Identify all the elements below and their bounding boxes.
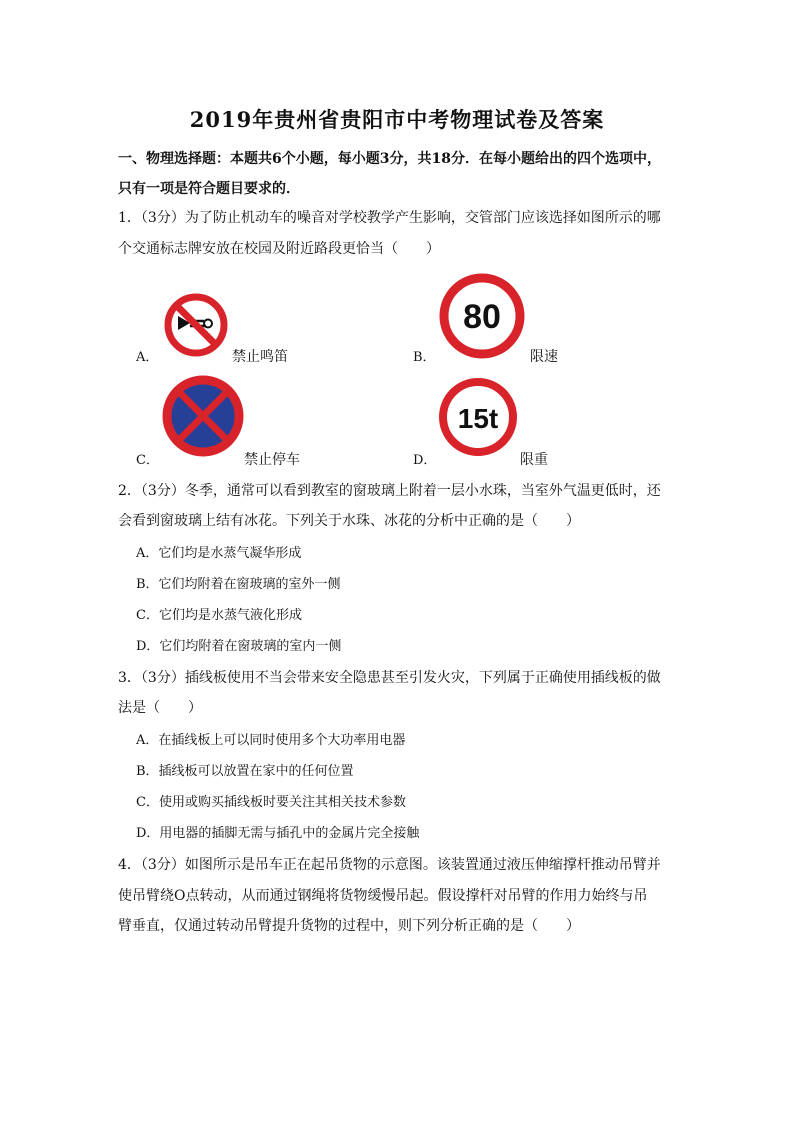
page-title: 2019年贵州省贵阳市中考物理试卷及答案 [189, 107, 605, 132]
q3-option-a: A．在插线板上可以同时使用多个大功率用电器 [136, 733, 406, 748]
q1-option-b-caption: 限速 [530, 349, 558, 365]
q1-option-a-letter: A． [136, 350, 159, 365]
svg-text:80: 80 [463, 298, 501, 336]
q2-option-c: C．它们均是水蒸气液化形成 [136, 608, 302, 623]
q2-option-a: A．它们均是水蒸气凝华形成 [136, 546, 302, 561]
svg-text:15t: 15t [457, 403, 499, 434]
q1-option-d-letter: D． [413, 453, 437, 468]
weight-limit-sign-icon [437, 376, 519, 458]
q2-stem-line2: 会看到窗玻璃上结有冰花。下列关于水珠、冰花的分析中正确的是（ ） [118, 513, 580, 529]
q1-option-c-caption: 禁止停车 [244, 452, 300, 468]
q2-option-d: D．它们均附着在窗玻璃的室内一侧 [136, 639, 342, 654]
q1-option-b-letter: B． [413, 350, 436, 365]
q2-option-b: B．它们均附着在窗玻璃的室外一侧 [136, 577, 341, 592]
q1-stem-line2: 个交通标志牌安放在校园及附近路段更恰当（ ） [118, 241, 440, 257]
section-heading-line1: 一、物理选择题：本题共6个小题，每小题3分，共18分．在每小题给出的四个选项中， [118, 151, 661, 167]
q1-option-d-caption: 限重 [520, 452, 548, 468]
speed-limit-sign-icon [436, 272, 528, 360]
q3-option-d: D．用电器的插脚无需与插孔中的金属片完全接触 [136, 826, 420, 841]
q4-stem-line2: 使吊臂绕O点转动，从而通过钢绳将货物缓慢吊起。假设撑杆对吊臂的作用力始终与吊 [118, 888, 648, 904]
no-parking-sign-icon [161, 375, 245, 457]
q3-option-b: B．插线板可以放置在家中的任何位置 [136, 764, 354, 779]
q3-option-c: C．使用或购买插线板时要关注其相关技术参数 [136, 795, 406, 810]
q2-stem-line1: 2．（3分）冬季，通常可以看到教室的窗玻璃上附着一层小水珠，当室外气温更低时，还 [118, 483, 661, 499]
section-heading-line2: 只有一项是符合题目要求的． [118, 181, 300, 197]
q1-option-c-letter: C． [136, 453, 159, 468]
q4-stem-line3: 臂垂直，仅通过转动吊臂提升货物的过程中，则下列分析正确的是（ ） [118, 918, 580, 934]
q1-stem-line1: 1．（3分）为了防止机动车的噪音对学校教学产生影响，交管部门应该选择如图所示的哪 [118, 210, 661, 226]
no-honking-sign-icon [160, 292, 232, 358]
q1-option-a-caption: 禁止鸣笛 [232, 349, 288, 365]
q3-stem-line2: 法是（ ） [118, 700, 202, 716]
q4-stem-line1: 4．（3分）如图所示是吊车正在起吊货物的示意图。该装置通过液压伸缩撑杆推动吊臂并 [118, 857, 661, 873]
q3-stem-line1: 3．（3分）插线板使用不当会带来安全隐患甚至引发火灾，下列属于正确使用插线板的做 [118, 670, 661, 686]
